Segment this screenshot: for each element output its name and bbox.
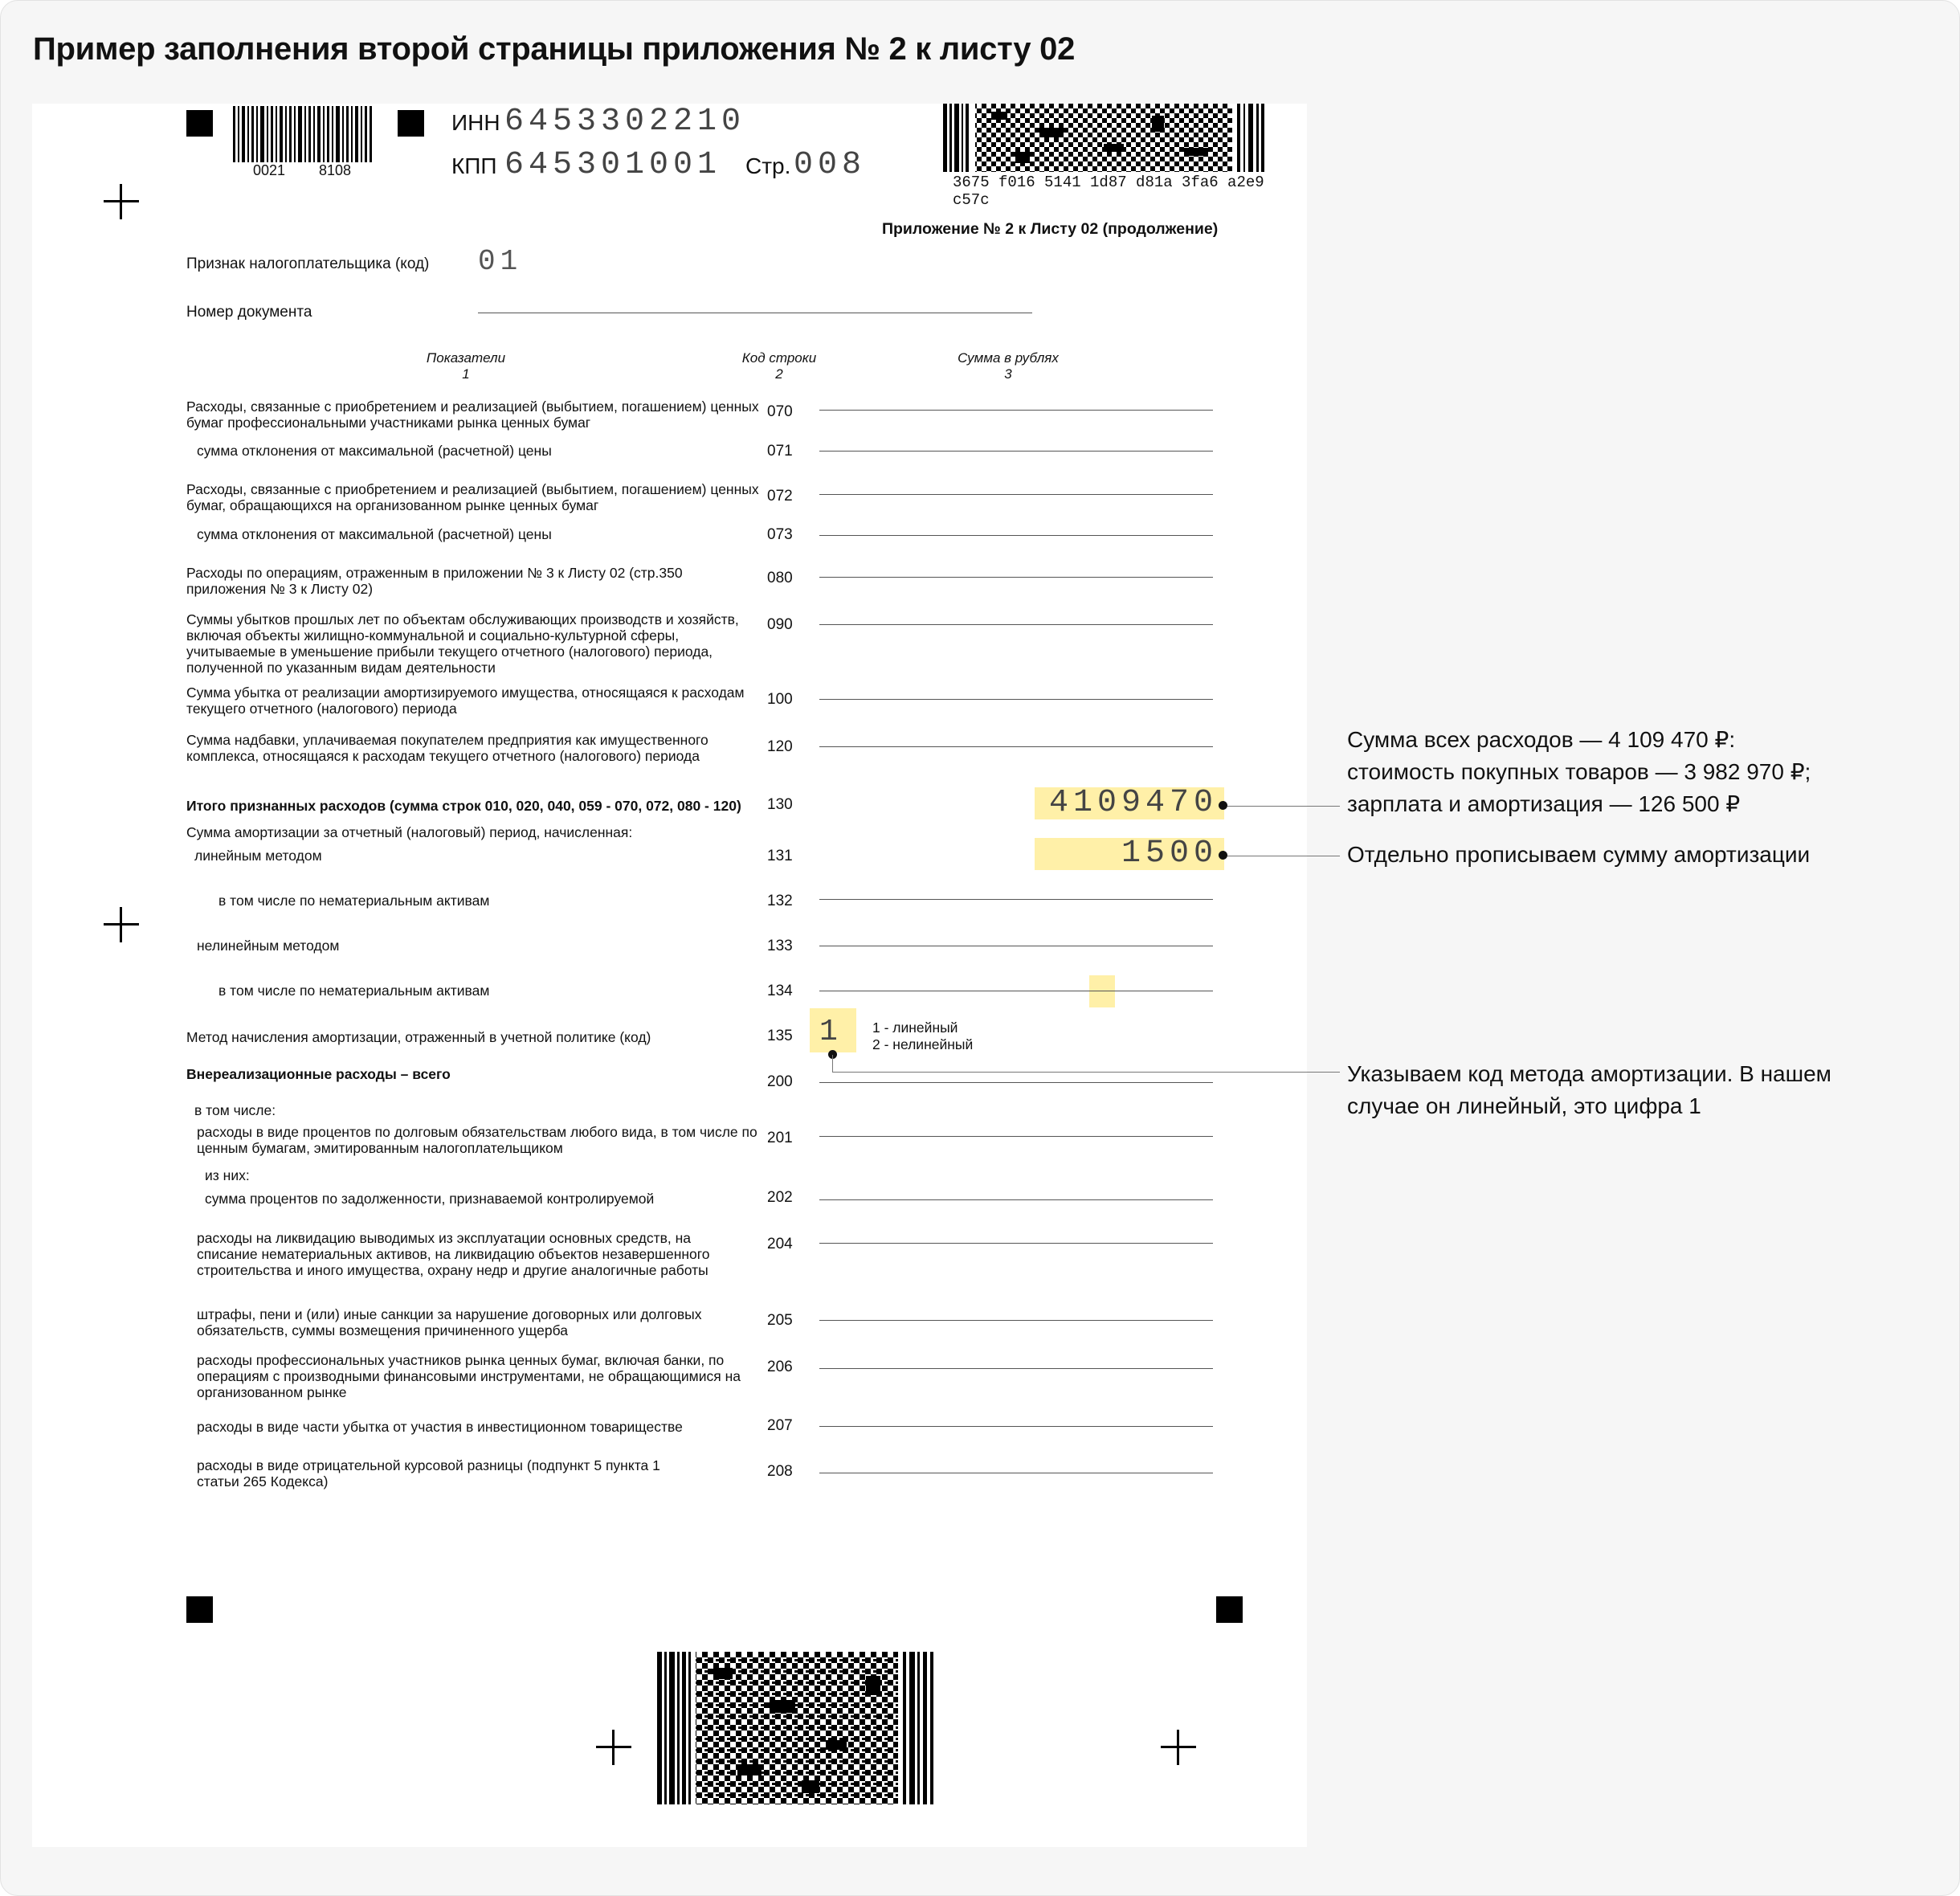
- marker-square-top-mid: [398, 110, 424, 137]
- callout-dot-amort: [1219, 851, 1227, 860]
- annotation-method: Указываем код метода амортизации. В нашем случае он линейный, это цифра 1: [1347, 1061, 1831, 1118]
- row-130-code: 130: [767, 796, 793, 813]
- row-132-field: [819, 899, 1213, 900]
- row-135-label: Метод начисления амортизации, отраженный в учетной политике (код): [186, 1029, 651, 1045]
- row-080-code: 080: [767, 570, 793, 586]
- marker-square-bottom-right: [1216, 1596, 1243, 1623]
- row-130-value: 4109470: [1048, 785, 1218, 821]
- page-title: Пример заполнения второй страницы приложения № 2 к листу 02: [33, 31, 1076, 67]
- row-071-label: сумма отклонения от максимальной (расчетной) цены: [197, 443, 552, 459]
- row-132-code: 132: [767, 893, 793, 909]
- callout-line-method: [832, 1072, 1340, 1073]
- row-072-field: [819, 494, 1213, 495]
- crosshair-mark-mid: [104, 907, 139, 942]
- tax-form-sheet: [32, 104, 1307, 1847]
- row-073-field: [819, 535, 1213, 536]
- method-legend-1: 1 - линейный: [872, 1020, 958, 1036]
- row-200-code: 200: [767, 1073, 793, 1090]
- kpp-label: КПП: [451, 153, 497, 178]
- row-207-label: расходы в виде части убытка от участия в инвестиционном товариществе: [197, 1419, 683, 1435]
- hash-code: 3675 f016 5141 1d87 d81a 3fa6 a2e9 c57c: [953, 174, 1264, 209]
- row-071-field: [819, 451, 1213, 452]
- row-208-label: расходы в виде отрицательной курсовой разницы (подпункт 5 пункта 1 статьи 265 Кодекса): [197, 1457, 660, 1489]
- page-value: 008: [794, 147, 867, 183]
- page-label: Стр.: [745, 153, 791, 178]
- inn-label: ИНН: [451, 110, 500, 135]
- row-072-label: Расходы, связанные с приобретением и реализацией (выбытием, погашением) ценных бумаг, обращающихся на организованном рынке ценных бумаг: [186, 481, 759, 513]
- row-including-label: в том числе:: [194, 1102, 276, 1118]
- col-header-line-code: Код строки 2: [741, 350, 817, 382]
- row-070-field: [819, 410, 1213, 411]
- row-090-code: 090: [767, 616, 793, 633]
- row-071-code: 071: [767, 443, 793, 460]
- datamatrix-code-bottom: [657, 1652, 937, 1804]
- row-100-label: Сумма убытка от реализации амортизируемого имущества, относящаяся к расходам текущего отчетного (налогового) периода: [186, 684, 745, 717]
- barcode-top: [233, 106, 378, 162]
- row-208-code: 208: [767, 1463, 793, 1480]
- row-202-label: сумма процентов по задолженности, признаваемой контролируемой: [205, 1191, 655, 1207]
- row-200-label: Внереализационные расходы – всего: [186, 1066, 451, 1082]
- row-120-field: [819, 746, 1213, 747]
- doc-number-label: Номер документа: [186, 304, 312, 321]
- row-131-label: линейным методом: [194, 848, 322, 864]
- row-207-code: 207: [767, 1417, 793, 1434]
- row-of-them-label: из них:: [205, 1167, 250, 1183]
- row-131-value: 1500: [1121, 836, 1218, 872]
- row-073-code: 073: [767, 526, 793, 543]
- row-206-code: 206: [767, 1359, 793, 1375]
- row-201-code: 201: [767, 1130, 793, 1146]
- annotation-amort: Отдельно прописываем сумму амортизации: [1347, 842, 1811, 867]
- row-207-field: [819, 1426, 1213, 1427]
- row-135-code: 135: [767, 1028, 793, 1044]
- highlight-small: [1089, 975, 1115, 1007]
- row-120-code: 120: [767, 738, 793, 755]
- row-205-label: штрафы, пени и (или) иные санкции за нарушение договорных или долговых обязательств, суммы возмещения причиненного ущерба: [197, 1306, 702, 1338]
- row-204-label: расходы на ликвидацию выводимых из эксплуатации основных средств, на списание нематериальных активов, на ликвидацию объектов незавершенного строительства и иного имущества, охрану недр и другие аналогичные работы: [197, 1230, 710, 1278]
- crosshair-mark-top: [104, 184, 139, 219]
- row-205-code: 205: [767, 1312, 793, 1329]
- marker-square-bottom-left: [186, 1596, 213, 1623]
- row-205-field: [819, 1320, 1213, 1321]
- crosshair-mark-bottom-left: [596, 1730, 631, 1765]
- form-subtitle: Приложение № 2 к Листу 02 (продолжение): [882, 220, 1219, 238]
- crosshair-mark-bottom-right: [1161, 1730, 1196, 1765]
- row-133-label: нелинейным методом: [197, 938, 340, 954]
- row-130-label: Итого признанных расходов (сумма строк 010, 020, 040, 059 - 070, 072, 080 - 120): [186, 798, 741, 814]
- inn-value: 6453302210: [504, 104, 746, 140]
- kpp-value: 645301001: [504, 147, 722, 183]
- col-header-sum: Сумма в рублях 3: [958, 350, 1059, 382]
- marker-square-top-left: [186, 110, 213, 137]
- row-080-label: Расходы по операциям, отраженным в приложении № 3 к Листу 02 (стр.350 приложения № 3 к Листу 02): [186, 565, 683, 597]
- method-legend-2: 2 - нелинейный: [872, 1036, 974, 1052]
- row-202-code: 202: [767, 1189, 793, 1206]
- row-131-code: 131: [767, 848, 793, 864]
- callout-line-method-vertical: [832, 1055, 833, 1072]
- row-134-label: в том числе по нематериальным активам: [218, 983, 490, 999]
- callout-dot-total: [1219, 801, 1227, 810]
- row-133-code: 133: [767, 938, 793, 954]
- row-070-code: 070: [767, 403, 793, 420]
- row-090-field: [819, 624, 1213, 625]
- barcode-number-right: 8108: [319, 162, 352, 178]
- col-header-indicators: Показатели 1: [426, 350, 506, 382]
- row-204-field: [819, 1243, 1213, 1244]
- row-135-value: 1: [819, 1015, 838, 1049]
- taxpayer-sign-label: Признак налогоплательщика (код): [186, 255, 430, 272]
- row-090-label: Суммы убытков прошлых лет по объектам обслуживающих производств и хозяйств, включая объекты жилищно-коммунальной и социально-культурной сферы, учитываемые в уменьшение прибыли текущего отчетного (налогового) периода, полученной по указанным видам деятельности: [186, 611, 739, 676]
- annotation-total: Сумма всех расходов — 4 109 470 ₽: стоимость покупных товаров — 3 982 970 ₽; зарплата и амортизация — 126 500 ₽: [1347, 727, 1811, 816]
- row-202-field: [819, 1199, 1213, 1200]
- row-120-label: Сумма надбавки, уплачиваемая покупателем предприятия как имущественного комплекса, относящаяся к расходам текущего отчетного (налогового) периода: [186, 732, 708, 764]
- taxpayer-sign-value: 01: [478, 245, 523, 278]
- row-amort-header-label: Сумма амортизации за отчетный (налоговый) период, начисленная:: [186, 824, 633, 840]
- row-072-code: 072: [767, 488, 793, 505]
- row-132-label: в том числе по нематериальным активам: [218, 893, 490, 909]
- row-204-code: 204: [767, 1236, 793, 1252]
- row-080-field: [819, 577, 1213, 578]
- row-206-field: [819, 1368, 1213, 1369]
- row-070-label: Расходы, связанные с приобретением и реализацией (выбытием, погашением) ценных бумаг профессиональными участниками рынка ценных бумаг: [186, 398, 759, 431]
- row-100-code: 100: [767, 691, 793, 708]
- row-134-code: 134: [767, 983, 793, 999]
- barcode-number-left: 0021: [253, 162, 286, 178]
- datamatrix-code-top: [943, 104, 1264, 172]
- row-201-label: расходы в виде процентов по долговым обязательствам любого вида, в том числе по ценным бумагам, эмитированным налогоплательщиком: [197, 1124, 757, 1156]
- row-100-field: [819, 699, 1213, 700]
- row-073-label: сумма отклонения от максимальной (расчетной) цены: [197, 526, 552, 542]
- row-206-label: расходы профессиональных участников рынка ценных бумаг, включая банки, по операциям с производными финансовыми инструментами, не обращающимися на организованном рынке: [197, 1352, 741, 1400]
- row-200-field: [819, 1082, 1213, 1083]
- row-201-field: [819, 1136, 1213, 1137]
- callout-line-total: [1227, 806, 1340, 807]
